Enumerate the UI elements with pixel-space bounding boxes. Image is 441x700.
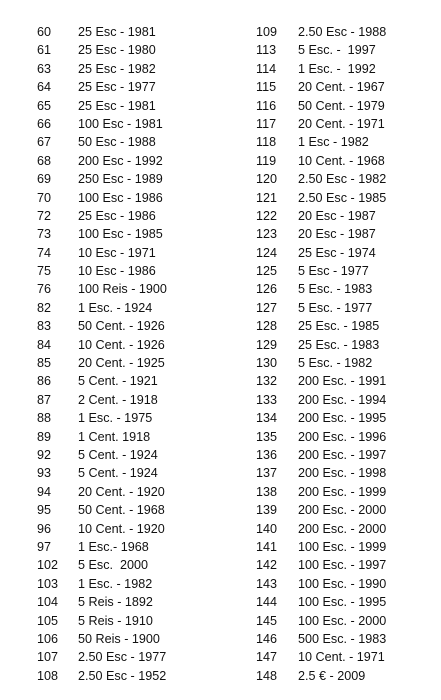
item-number: 135: [256, 429, 278, 444]
item-number: 128: [256, 319, 278, 334]
item-description: 100 Esc - 1981: [78, 116, 163, 131]
item-number: 67: [37, 135, 52, 150]
item-number: 144: [256, 595, 278, 610]
item-description: 1 Cent. 1918: [78, 429, 151, 444]
item-number: 120: [256, 172, 278, 187]
item-description: 500 Esc. - 1983: [298, 631, 387, 646]
item-description: 5 Esc. 2000: [78, 558, 149, 573]
item-number: 119: [256, 153, 277, 168]
item-description: 200 Esc. - 1997: [298, 447, 387, 462]
item-number: 113: [256, 43, 277, 58]
item-number: 103: [37, 576, 59, 591]
item-description: 2.50 Esc - 1985: [298, 190, 387, 205]
item-number: 134: [256, 411, 278, 426]
item-description: 25 Esc - 1986: [78, 208, 156, 223]
item-description: 10 Esc - 1986: [78, 264, 156, 279]
item-description: 250 Esc - 1989: [78, 172, 163, 187]
item-number: 115: [256, 80, 277, 95]
item-number: 136: [256, 447, 278, 462]
item-description: 25 Esc - 1981: [78, 98, 156, 113]
item-description: 100 Esc - 1985: [78, 227, 163, 242]
item-number: 142: [256, 558, 278, 573]
item-description: 10 Cent. - 1971: [298, 650, 385, 665]
item-description: 200 Esc. - 1996: [298, 429, 387, 444]
item-description: 50 Reis - 1900: [78, 631, 160, 646]
item-number: 117: [256, 116, 277, 131]
item-description: 50 Cent. - 1968: [78, 503, 165, 518]
item-description: 5 Cent. - 1924: [78, 447, 158, 462]
item-number: 60: [37, 25, 52, 39]
item-number: 105: [37, 613, 59, 628]
item-description: 200 Esc. - 1998: [298, 466, 387, 481]
item-description: 1 Esc. - 1982: [78, 576, 153, 591]
item-description: 200 Esc. - 2000: [298, 521, 387, 536]
item-number: 70: [37, 190, 52, 205]
item-number: 95: [37, 503, 52, 518]
item-description: 20 Cent. - 1967: [298, 80, 385, 95]
item-description: 5 Cent. - 1924: [78, 466, 158, 481]
item-description: 100 Esc. - 1995: [298, 595, 387, 610]
item-description: 25 Esc - 1982: [78, 61, 156, 76]
item-description: 200 Esc. - 1991: [298, 374, 387, 389]
item-description: 25 Esc. - 1983: [298, 337, 380, 352]
item-description: 10 Cent. - 1926: [78, 337, 165, 352]
item-description: 1 Esc.- 1968: [78, 539, 149, 554]
item-number: 126: [256, 282, 278, 297]
item-description: 20 Cent. - 1971: [298, 116, 385, 131]
item-description: 10 Cent. - 1920: [78, 521, 165, 536]
item-number: 104: [37, 595, 59, 610]
item-description: 1 Esc. - 1992: [298, 61, 376, 76]
item-number: 88: [37, 411, 52, 426]
item-number: 72: [37, 208, 52, 223]
item-description: 2.5 € - 2009: [298, 668, 366, 683]
item-number: 74: [37, 245, 52, 260]
item-number: 83: [37, 319, 52, 334]
item-number: 132: [256, 374, 278, 389]
item-number: 145: [256, 613, 278, 628]
item-number: 94: [37, 484, 52, 499]
item-number: 107: [37, 650, 59, 665]
item-description: 25 Esc - 1981: [78, 25, 156, 39]
item-number: 69: [37, 172, 52, 187]
item-description: 2.50 Esc - 1988: [298, 25, 387, 39]
item-description: 100 Esc. - 1999: [298, 539, 387, 554]
item-description: 5 Esc. - 1997: [298, 43, 376, 58]
item-description: 25 Esc - 1977: [78, 80, 156, 95]
item-number: 76: [37, 282, 52, 297]
item-description: 20 Esc - 1987: [298, 227, 376, 242]
item-number: 86: [37, 374, 52, 389]
item-number: 146: [256, 631, 278, 646]
item-number: 124: [256, 245, 278, 260]
item-number: 118: [256, 135, 277, 150]
item-number: 85: [37, 356, 52, 371]
item-description: 100 Esc. - 1990: [298, 576, 387, 591]
item-description: 2.50 Esc - 1977: [78, 650, 167, 665]
item-description: 2 Cent. - 1918: [78, 392, 158, 407]
item-description: 25 Esc - 1980: [78, 43, 156, 58]
item-description: 100 Esc. - 2000: [298, 613, 387, 628]
item-description: 1 Esc. - 1975: [78, 411, 153, 426]
item-description: 5 Esc. - 1977: [298, 300, 373, 315]
item-number: 125: [256, 264, 278, 279]
item-description: 2.50 Esc - 1952: [78, 668, 167, 683]
item-number: 89: [37, 429, 52, 444]
item-description: 200 Esc. - 1999: [298, 484, 387, 499]
item-number: 139: [256, 503, 278, 518]
item-description: 5 Esc. - 1983: [298, 282, 373, 297]
item-number: 66: [37, 116, 52, 131]
item-number: 102: [37, 558, 59, 573]
item-number: 143: [256, 576, 278, 591]
item-description: 5 Esc. - 1982: [298, 356, 373, 371]
item-description: 25 Esc - 1974: [298, 245, 376, 260]
item-description: 10 Cent. - 1968: [298, 153, 385, 168]
item-description: 100 Reis - 1900: [78, 282, 167, 297]
item-description: 20 Esc - 1987: [298, 208, 376, 223]
item-description: 200 Esc. - 1994: [298, 392, 387, 407]
item-description: 2.50 Esc - 1982: [298, 172, 387, 187]
item-description: 20 Cent. - 1920: [78, 484, 165, 499]
item-number: 109: [256, 25, 278, 39]
item-number: 114: [256, 61, 277, 76]
item-number: 138: [256, 484, 278, 499]
item-description: 200 Esc. - 2000: [298, 503, 387, 518]
item-number: 147: [256, 650, 278, 665]
item-description: 50 Esc - 1988: [78, 135, 156, 150]
item-number: 137: [256, 466, 278, 481]
item-number: 108: [37, 668, 59, 683]
item-description: 1 Esc. - 1924: [78, 300, 153, 315]
item-number: 93: [37, 466, 52, 481]
item-description: 5 Cent. - 1921: [78, 374, 158, 389]
item-description: 100 Esc. - 1997: [298, 558, 387, 573]
item-number: 87: [37, 392, 52, 407]
item-description: 50 Cent. - 1926: [78, 319, 165, 334]
item-number: 63: [37, 61, 52, 76]
item-number: 73: [37, 227, 52, 242]
item-number: 121: [256, 190, 278, 205]
item-number: 92: [37, 447, 52, 462]
item-number: 148: [256, 668, 278, 683]
item-number: 127: [256, 300, 278, 315]
item-number: 68: [37, 153, 52, 168]
item-number: 65: [37, 98, 52, 113]
item-description: 5 Reis - 1910: [78, 613, 153, 628]
item-number: 96: [37, 521, 52, 536]
item-description: 20 Cent. - 1925: [78, 356, 165, 371]
item-number: 133: [256, 392, 278, 407]
item-description: 10 Esc - 1971: [78, 245, 156, 260]
item-description: 5 Esc - 1977: [298, 264, 369, 279]
item-number: 122: [256, 208, 278, 223]
item-description: 1 Esc - 1982: [298, 135, 369, 150]
item-number: 97: [37, 539, 52, 554]
item-number: 140: [256, 521, 278, 536]
item-description: 25 Esc. - 1985: [298, 319, 380, 334]
item-number: 61: [37, 43, 52, 58]
item-number: 123: [256, 227, 278, 242]
item-number: 82: [37, 300, 52, 315]
item-description: 200 Esc. - 1995: [298, 411, 387, 426]
item-number: 116: [256, 98, 277, 113]
item-number: 141: [256, 539, 278, 554]
item-description: 50 Cent. - 1979: [298, 98, 385, 113]
item-number: 129: [256, 337, 278, 352]
item-number: 64: [37, 80, 52, 95]
item-description: 200 Esc - 1992: [78, 153, 163, 168]
item-description: 100 Esc - 1986: [78, 190, 163, 205]
item-number: 84: [37, 337, 52, 352]
item-number: 75: [37, 264, 52, 279]
item-number: 130: [256, 356, 278, 371]
item-number: 106: [37, 631, 59, 646]
item-description: 5 Reis - 1892: [78, 595, 153, 610]
